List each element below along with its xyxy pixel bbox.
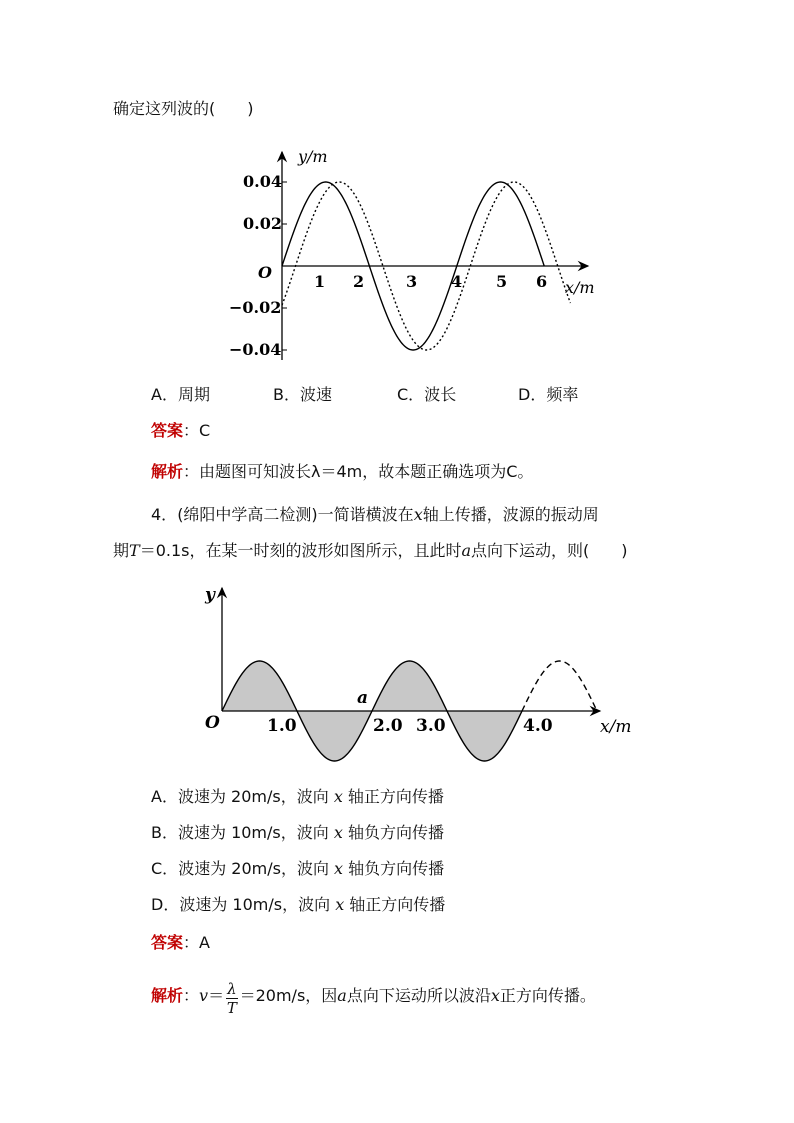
- q4-answer: 答案：A: [151, 933, 210, 952]
- q3-x-tick: 3: [406, 272, 418, 291]
- q3-x-axis-label: x/m: [565, 278, 595, 297]
- q3-y-tick: 0.02: [243, 214, 282, 233]
- q3-x-tick: 2: [353, 272, 365, 291]
- q4-option-d[interactable]: D．波速为 10m/s，波向 x 轴正方向传播: [151, 895, 446, 914]
- q3-x-tick: 6: [536, 272, 548, 291]
- q4-point-a-label: a: [357, 688, 369, 708]
- q3-y-tick: −0.04: [229, 340, 282, 359]
- q3-answer: 答案：C: [151, 421, 211, 440]
- q3-x-tick: 5: [496, 272, 508, 291]
- q3-stem: 确定这列波的( ): [113, 99, 254, 118]
- q4-x-tick: 2.0: [373, 716, 403, 736]
- q4-stem-line1: 4．(绵阳中学高二检测)一简谐横波在x轴上传播，波源的振动周: [151, 505, 599, 524]
- q4-y-axis-label: y: [205, 585, 215, 605]
- q4-option-b[interactable]: B．波速为 10m/s，波向 x 轴负方向传播: [151, 823, 444, 842]
- q4-x-axis-label: x/m: [600, 717, 632, 737]
- q4-option-a[interactable]: A．波速为 20m/s，波向 x 轴正方向传播: [151, 787, 444, 806]
- q3-y-tick: −0.02: [229, 298, 282, 317]
- q4-wave-graph: [0, 575, 794, 775]
- q3-origin-label: O: [258, 263, 272, 282]
- q3-option-d[interactable]: D．频率: [518, 385, 579, 404]
- q4-stem-line2: 期T＝0.1s，在某一时刻的波形如图所示，且此时a点向下运动，则( ): [113, 541, 628, 560]
- q4-x-tick: 4.0: [523, 716, 553, 736]
- q3-analysis: 解析：由题图可知波长λ＝4m，故本题正确选项为C。: [151, 462, 534, 481]
- q4-option-c[interactable]: C．波速为 20m/s，波向 x 轴负方向传播: [151, 859, 445, 878]
- q4-x-tick: 1.0: [267, 716, 297, 736]
- q4-fraction: $\frac{\lambda}{T}$: [226, 980, 237, 1017]
- q3-y-tick: 0.04: [243, 172, 282, 191]
- q3-option-b[interactable]: B．波速: [273, 385, 332, 404]
- q4-x-tick: 3.0: [416, 716, 446, 736]
- q4-origin-label: O: [205, 713, 220, 733]
- q3-option-a[interactable]: A．周期: [151, 385, 210, 404]
- q3-x-tick: 1: [314, 272, 326, 291]
- q3-option-c[interactable]: C．波长: [397, 385, 457, 404]
- q4-dashed-wave: [522, 661, 597, 711]
- q3-y-axis-label: y/m: [298, 147, 328, 166]
- q3-x-tick: 4: [451, 272, 463, 291]
- q4-analysis: 解析：v＝ $\frac{\lambda}{T}$ ＝20m/s，因a点向下运动所以波沿x正方向传播。: [151, 980, 596, 1017]
